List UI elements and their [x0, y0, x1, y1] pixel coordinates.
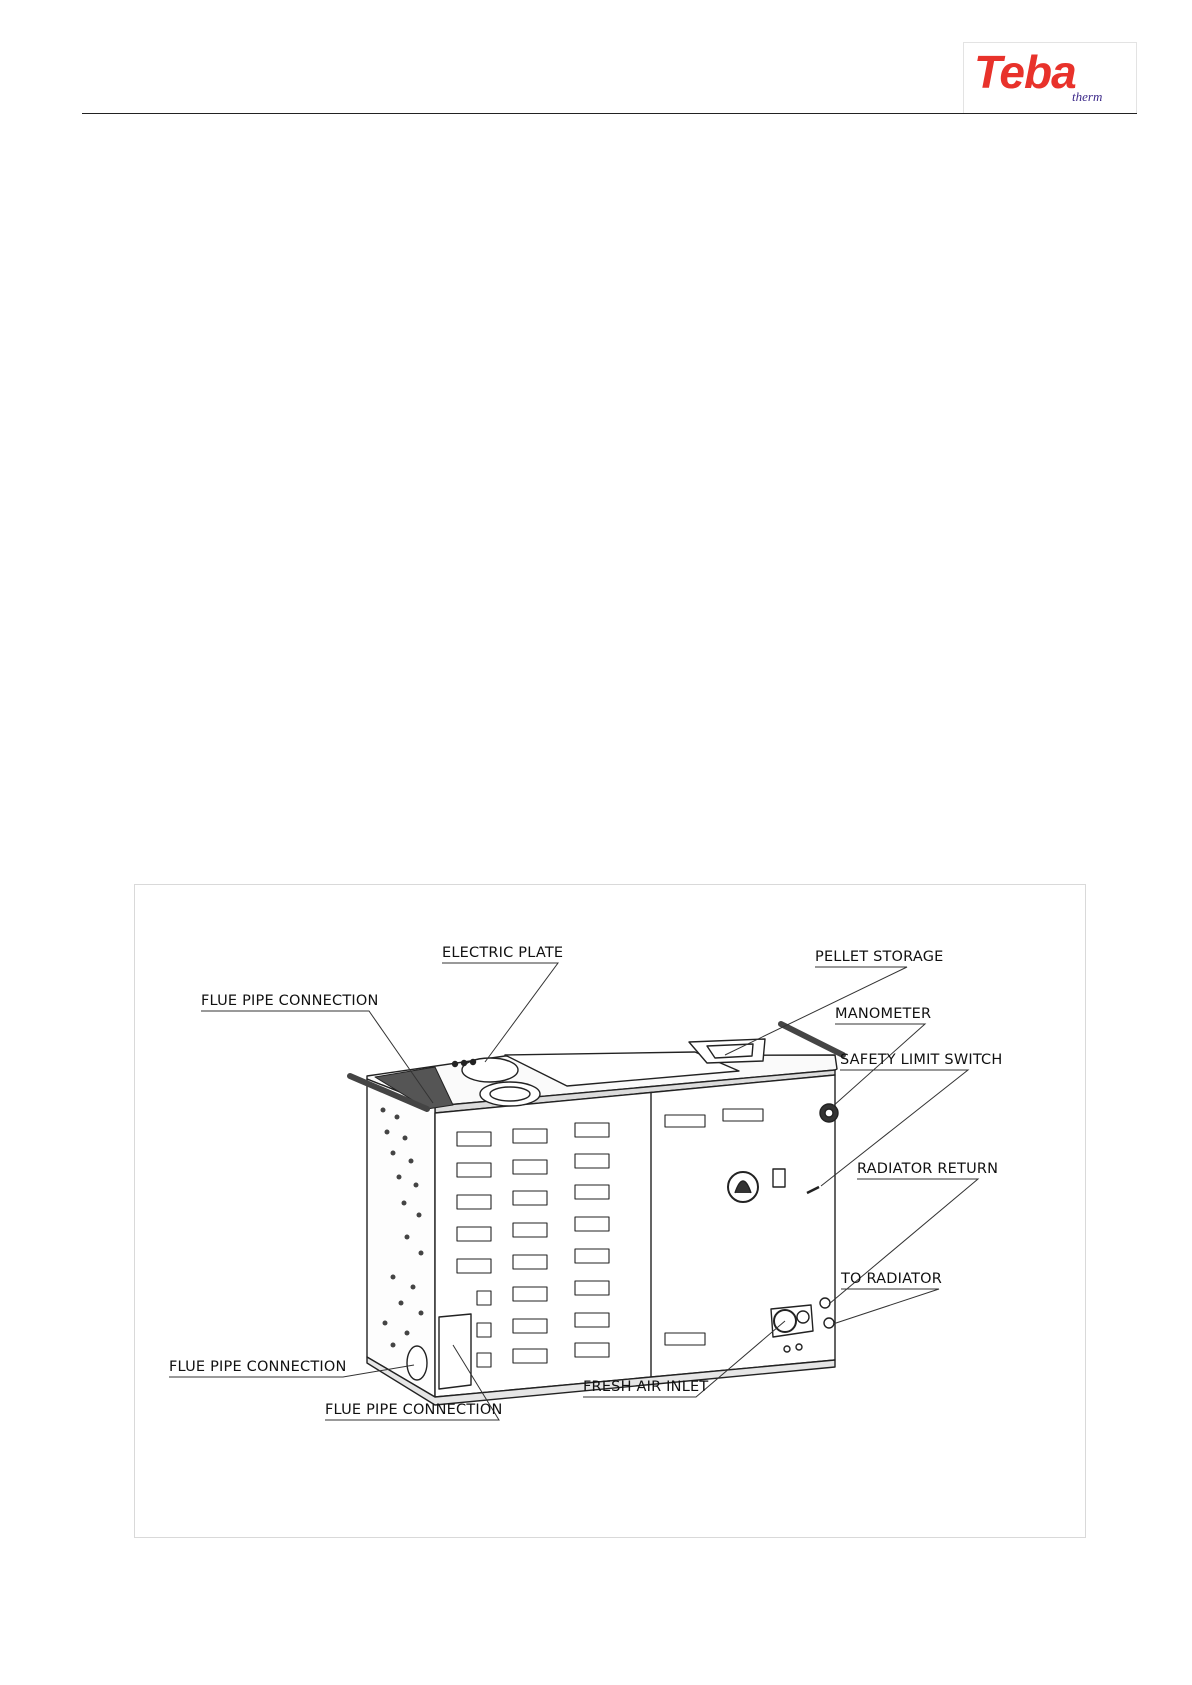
to-radiator-pipe — [824, 1318, 834, 1328]
header-divider — [82, 113, 1137, 114]
label-fresh-air-inlet: FRESH AIR INLET — [583, 1379, 709, 1395]
left-side-panel — [367, 1079, 435, 1397]
teba-therm-logo — [963, 42, 1137, 114]
right-handle — [781, 1024, 843, 1055]
label-flue-pipe-connection-bottom: FLUE PIPE CONNECTION — [325, 1402, 503, 1418]
side-flue-opening — [407, 1346, 427, 1380]
label-safety-limit-switch: SAFETY LIMIT SWITCH — [840, 1052, 1003, 1068]
access-door — [439, 1314, 471, 1389]
front-panel — [435, 1075, 835, 1397]
label-pellet-storage: PELLET STORAGE — [815, 949, 944, 965]
stove-diagram-figure — [134, 884, 1086, 1538]
stove-drawing — [135, 885, 1085, 1537]
label-radiator-return: RADIATOR RETURN — [857, 1161, 999, 1177]
label-flue-pipe-connection-side: FLUE PIPE CONNECTION — [169, 1359, 347, 1375]
radiator-return-pipe — [820, 1298, 830, 1308]
label-to-radiator: TO RADIATOR — [841, 1271, 943, 1287]
pellet-lid-inner — [707, 1044, 753, 1058]
label-electric-plate: ELECTRIC PLATE — [442, 945, 564, 961]
logo-brand-text: Teba — [974, 46, 1076, 98]
label-flue-pipe-connection-top: FLUE PIPE CONNECTION — [201, 993, 379, 1009]
logo-sub-text: therm — [1072, 89, 1103, 104]
label-manometer: MANOMETER — [835, 1006, 932, 1022]
